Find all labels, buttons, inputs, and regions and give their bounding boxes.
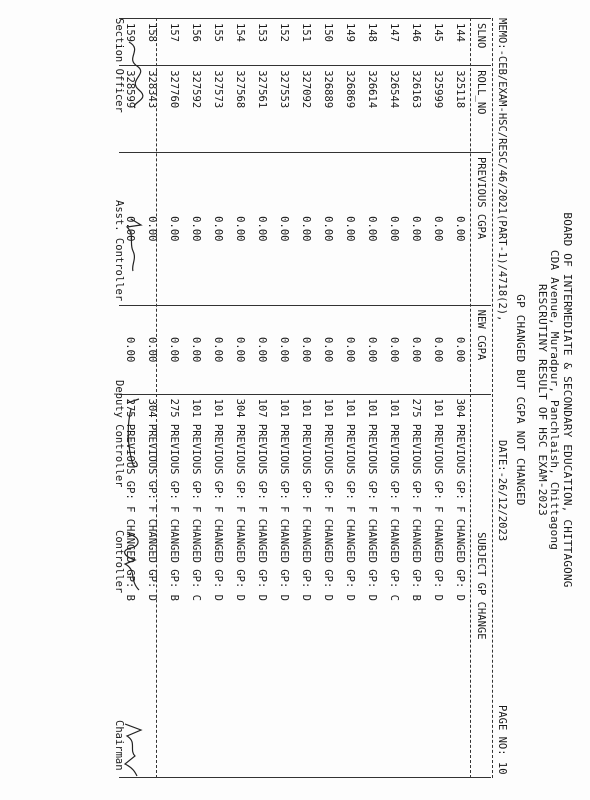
table-header-row (471, 19, 491, 778)
cell-new-cgpa: 0.00 (361, 305, 383, 394)
signature-mark-deputy-controller (123, 395, 145, 475)
cell-previous-cgpa: 0.00 (141, 152, 163, 305)
signature-label-controller: Controller (113, 530, 125, 594)
cell-subject-gp-change: 101 PREVIOUS GP: F CHANGED GP: D (295, 394, 317, 777)
cell-new-cgpa: 0.00 (383, 305, 405, 394)
cell-subject-gp-change: 101 PREVIOUS GP: F CHANGED GP: D (317, 394, 339, 777)
cell-slno: 151 (295, 19, 317, 66)
cell-subject-gp-change: 107 PREVIOUS GP: F CHANGED GP: D (251, 394, 273, 777)
cell-subject-gp-change: 101 PREVIOUS GP: F CHANGED GP: D (427, 394, 449, 777)
cell-slno: 153 (251, 19, 273, 66)
table-row (251, 19, 273, 778)
cell-new-cgpa: 0.00 (449, 305, 471, 394)
table-bottom-rule (156, 18, 157, 778)
col-roll-no: ROLL_NO (471, 66, 491, 153)
result-title: RESCRUTINY RESULT OF HSC EXAM-2023 (536, 284, 549, 516)
cell-previous-cgpa: 0.00 (119, 152, 141, 305)
cell-new-cgpa: 0.00 (185, 305, 207, 394)
document-date: DATE:-26/12/2023 (496, 440, 508, 542)
cell-roll-no: 326163 (405, 66, 427, 153)
cell-previous-cgpa: 0.00 (185, 152, 207, 305)
cell-roll-no: 327568 (229, 66, 251, 153)
table-row (383, 19, 405, 778)
cell-slno: 150 (317, 19, 339, 66)
cell-slno: 148 (361, 19, 383, 66)
cell-roll-no: 326889 (317, 66, 339, 153)
cell-new-cgpa: 0.00 (207, 305, 229, 394)
cell-previous-cgpa: 0.00 (339, 152, 361, 305)
cell-roll-no: 325118 (449, 66, 471, 153)
signature-label-chairman: Chairman (113, 720, 125, 771)
cell-new-cgpa: 0.00 (163, 305, 185, 394)
cell-new-cgpa: 0.00 (317, 305, 339, 394)
cell-roll-no: 328343 (141, 66, 163, 153)
cell-previous-cgpa: 0.00 (229, 152, 251, 305)
cell-subject-gp-change: 101 PREVIOUS GP: F CHANGED GP: C (185, 394, 207, 777)
cell-roll-no: 327573 (207, 66, 229, 153)
cell-new-cgpa: 0.00 (229, 305, 251, 394)
signature-mark-section-officer (123, 40, 145, 110)
cell-roll-no: 326869 (339, 66, 361, 153)
col-subject-gp-change: SUBJECT GP CHANGE (471, 394, 491, 777)
page-number: PAGE NO: 10 (496, 705, 508, 775)
cell-subject-gp-change: 101 PREVIOUS GP: F CHANGED GP: D (207, 394, 229, 777)
table-row (207, 19, 229, 778)
cell-new-cgpa: 0.00 (251, 305, 273, 394)
cell-previous-cgpa: 0.00 (317, 152, 339, 305)
cell-slno: 158 (141, 19, 163, 66)
col-slno: SLNO (471, 19, 491, 66)
cell-new-cgpa: 0.00 (119, 305, 141, 394)
signature-label-asst-controller: Asst. Controller (113, 200, 125, 302)
table-row (339, 19, 361, 778)
cell-new-cgpa: 0.00 (427, 305, 449, 394)
table-row (185, 19, 207, 778)
header-rule-top (492, 18, 493, 778)
table-row (273, 19, 295, 778)
cell-slno: 156 (185, 19, 207, 66)
memo-number: MEMO:-CEB/EXAM-HSC/RESC/46/2021(PART-1)/4718(2), (496, 18, 508, 322)
cell-subject-gp-change: 304 PREVIOUS GP: F CHANGED GP: D (229, 394, 251, 777)
cell-subject-gp-change: 101 PREVIOUS GP: F CHANGED GP: D (339, 394, 361, 777)
cell-previous-cgpa: 0.00 (405, 152, 427, 305)
signature-label-deputy-controller: Deputy Controller (113, 380, 125, 488)
cell-previous-cgpa: 0.00 (295, 152, 317, 305)
cell-new-cgpa: 0.00 (405, 305, 427, 394)
cell-slno: 146 (405, 19, 427, 66)
cell-roll-no: 327561 (251, 66, 273, 153)
cell-subject-gp-change: 304 PREVIOUS GP: F CHANGED GP: D (449, 394, 471, 777)
table-row (295, 19, 317, 778)
cell-slno: 152 (273, 19, 295, 66)
cell-subject-gp-change: 101 PREVIOUS GP: F CHANGED GP: D (361, 394, 383, 777)
cell-new-cgpa: 0.00 (295, 305, 317, 394)
cell-previous-cgpa: 0.00 (251, 152, 273, 305)
cell-roll-no: 327553 (273, 66, 295, 153)
cell-roll-no: 325999 (427, 66, 449, 153)
results-table (119, 18, 491, 778)
table-row (163, 19, 185, 778)
signature-mark-asst-controller (123, 215, 145, 275)
cell-previous-cgpa: 0.00 (449, 152, 471, 305)
cell-roll-no: 328599 (119, 66, 141, 153)
cell-previous-cgpa: 0.00 (273, 152, 295, 305)
table-row (229, 19, 251, 778)
result-subtitle: GP CHANGED BUT CGPA NOT CHANGED (514, 294, 527, 506)
cell-subject-gp-change: 101 PREVIOUS GP: F CHANGED GP: C (383, 394, 405, 777)
cell-subject-gp-change: 304 PREVIOUS GP: F CHANGED GP: D (141, 394, 163, 777)
cell-new-cgpa: 0.00 (273, 305, 295, 394)
cell-slno: 145 (427, 19, 449, 66)
cell-previous-cgpa: 0.00 (383, 152, 405, 305)
cell-slno: 149 (339, 19, 361, 66)
cell-roll-no: 326614 (361, 66, 383, 153)
cell-new-cgpa: 0.00 (339, 305, 361, 394)
board-title: BOARD OF INTERMEDIATE & SECONDARY EDUCATION, CHITTAGONG (561, 212, 574, 588)
table-row (427, 19, 449, 778)
cell-roll-no: 327092 (295, 66, 317, 153)
cell-subject-gp-change: 275 PREVIOUS GP: F CHANGED GP: B (405, 394, 427, 777)
col-new-cgpa: NEW CGPA (471, 305, 491, 394)
cell-slno: 147 (383, 19, 405, 66)
table-row (449, 19, 471, 778)
cell-slno: 157 (163, 19, 185, 66)
cell-previous-cgpa: 0.00 (207, 152, 229, 305)
cell-previous-cgpa: 0.00 (427, 152, 449, 305)
cell-roll-no: 327760 (163, 66, 185, 153)
cell-previous-cgpa: 0.00 (163, 152, 185, 305)
cell-slno: 154 (229, 19, 251, 66)
cell-subject-gp-change: 275 PREVIOUS GP: F CHANGED GP: B (163, 394, 185, 777)
cell-subject-gp-change: 275 PREVIOUS GP: F CHANGED GP: B (119, 394, 141, 777)
table-row (361, 19, 383, 778)
signature-label-section-officer: Section Officer (113, 18, 125, 113)
table-row (317, 19, 339, 778)
col-previous-cgpa: PREVIOUS CGPA (471, 152, 491, 305)
cell-previous-cgpa: 0.00 (361, 152, 383, 305)
cell-slno: 159 (119, 19, 141, 66)
cell-roll-no: 326544 (383, 66, 405, 153)
cell-subject-gp-change: 101 PREVIOUS GP: F CHANGED GP: D (273, 394, 295, 777)
cell-new-cgpa: 0.00 (141, 305, 163, 394)
board-address: CDA Avenue, Muradpur, Panchlaish, Chittagong (548, 249, 561, 551)
cell-slno: 144 (449, 19, 471, 66)
table-row (405, 19, 427, 778)
cell-slno: 155 (207, 19, 229, 66)
cell-roll-no: 327592 (185, 66, 207, 153)
